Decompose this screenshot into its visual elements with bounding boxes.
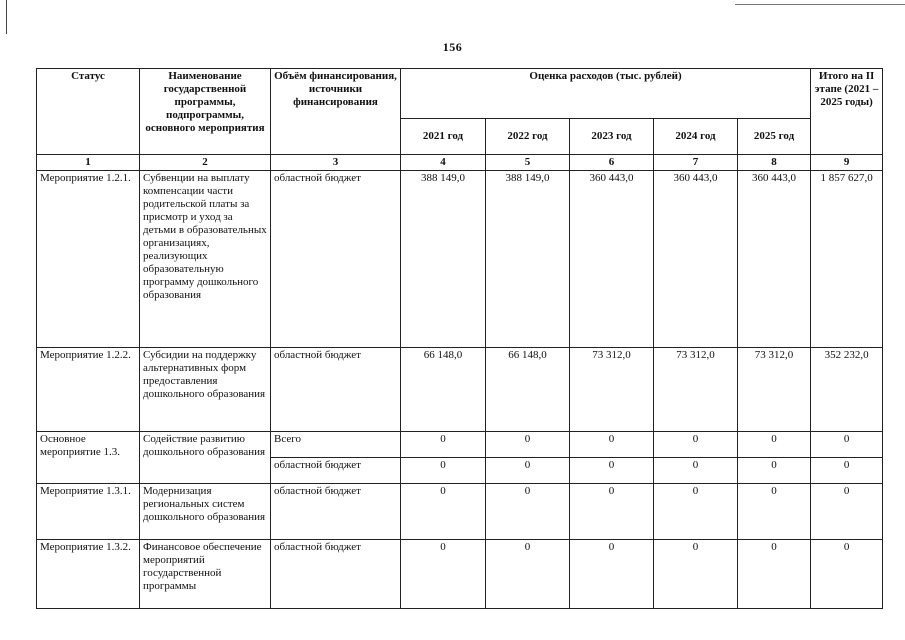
row-status: Мероприятие 1.2.1. <box>37 171 140 348</box>
scan-edge-mark-left <box>0 0 7 34</box>
row-funding-source: областной бюджет <box>271 458 401 484</box>
header-stage-total: Итого на II этапе (2021 – 2025 годы) <box>811 69 883 155</box>
header-year: 2021 год <box>401 119 486 155</box>
cell-2023: 0 <box>570 540 654 609</box>
column-number: 7 <box>654 155 738 171</box>
cell-2022: 66 148,0 <box>486 348 570 432</box>
row-status: Мероприятие 1.3.1. <box>37 484 140 540</box>
row-funding-source: областной бюджет <box>271 540 401 609</box>
cell-2021: 0 <box>401 458 486 484</box>
column-number: 2 <box>140 155 271 171</box>
cell-2022: 0 <box>486 484 570 540</box>
header-status: Статус <box>37 69 140 155</box>
header-year: 2023 год <box>570 119 654 155</box>
cell-2025: 0 <box>738 432 811 458</box>
cell-2024: 0 <box>654 432 738 458</box>
cell-2023: 0 <box>570 432 654 458</box>
header-funding-volume: Объём финансирования, источники финансирования <box>271 69 401 155</box>
row-status: Мероприятие 1.2.2. <box>37 348 140 432</box>
cell-2021: 388 149,0 <box>401 171 486 348</box>
header-row-1 <box>37 69 883 119</box>
cell-2025: 0 <box>738 458 811 484</box>
row-name: Содействие развитию дошкольного образования <box>140 432 271 484</box>
cell-total: 1 857 627,0 <box>811 171 883 348</box>
row-funding-source: областной бюджет <box>271 171 401 348</box>
header-year: 2024 год <box>654 119 738 155</box>
row-funding-source: Всего <box>271 432 401 458</box>
cell-2023: 0 <box>570 484 654 540</box>
header-expense-estimate: Оценка расходов (тыс. рублей) <box>401 69 811 119</box>
cell-2022: 0 <box>486 458 570 484</box>
cell-total: 352 232,0 <box>811 348 883 432</box>
cell-2022: 0 <box>486 540 570 609</box>
column-number: 4 <box>401 155 486 171</box>
column-number: 1 <box>37 155 140 171</box>
cell-2021: 0 <box>401 540 486 609</box>
table-row <box>37 348 883 432</box>
budget-table <box>36 68 883 609</box>
cell-2025: 360 443,0 <box>738 171 811 348</box>
column-number: 8 <box>738 155 811 171</box>
table-row <box>37 540 883 609</box>
row-name: Субвенции на выплату компенсации части родительской платы за присмотр и уход за детьми в образовательных организациях, реализующих образовательную программу дошкольного образования <box>140 171 271 348</box>
cell-2024: 73 312,0 <box>654 348 738 432</box>
cell-total: 0 <box>811 458 883 484</box>
row-name: Субсидии на поддержку альтернативных форм предоставления дошкольного образования <box>140 348 271 432</box>
row-funding-source: областной бюджет <box>271 484 401 540</box>
cell-2023: 73 312,0 <box>570 348 654 432</box>
header-program-name: Наименование государственной программы, подпрограммы, основного мероприятия <box>140 69 271 155</box>
cell-2021: 0 <box>401 484 486 540</box>
column-number: 3 <box>271 155 401 171</box>
column-number: 9 <box>811 155 883 171</box>
cell-2025: 73 312,0 <box>738 348 811 432</box>
row-name: Модернизация региональных систем дошкольного образования <box>140 484 271 540</box>
column-number-row <box>37 155 883 171</box>
table-row <box>37 432 883 458</box>
table-row <box>37 484 883 540</box>
cell-2024: 360 443,0 <box>654 171 738 348</box>
cell-total: 0 <box>811 432 883 458</box>
row-status: Мероприятие 1.3.2. <box>37 540 140 609</box>
header-year: 2022 год <box>486 119 570 155</box>
scan-edge-mark-right <box>735 0 905 5</box>
cell-2024: 0 <box>654 540 738 609</box>
cell-2024: 0 <box>654 484 738 540</box>
cell-2022: 0 <box>486 432 570 458</box>
cell-2021: 0 <box>401 432 486 458</box>
column-number: 5 <box>486 155 570 171</box>
row-status: Основное мероприятие 1.3. <box>37 432 140 484</box>
column-number: 6 <box>570 155 654 171</box>
cell-2021: 66 148,0 <box>401 348 486 432</box>
cell-2025: 0 <box>738 484 811 540</box>
page-number: 156 <box>442 40 463 54</box>
cell-2023: 360 443,0 <box>570 171 654 348</box>
cell-2024: 0 <box>654 458 738 484</box>
cell-2022: 388 149,0 <box>486 171 570 348</box>
cell-total: 0 <box>811 484 883 540</box>
cell-total: 0 <box>811 540 883 609</box>
row-funding-source: областной бюджет <box>271 348 401 432</box>
header-year: 2025 год <box>738 119 811 155</box>
row-name: Финансовое обеспечение мероприятий государственной программы <box>140 540 271 609</box>
table-row <box>37 171 883 348</box>
cell-2023: 0 <box>570 458 654 484</box>
cell-2025: 0 <box>738 540 811 609</box>
